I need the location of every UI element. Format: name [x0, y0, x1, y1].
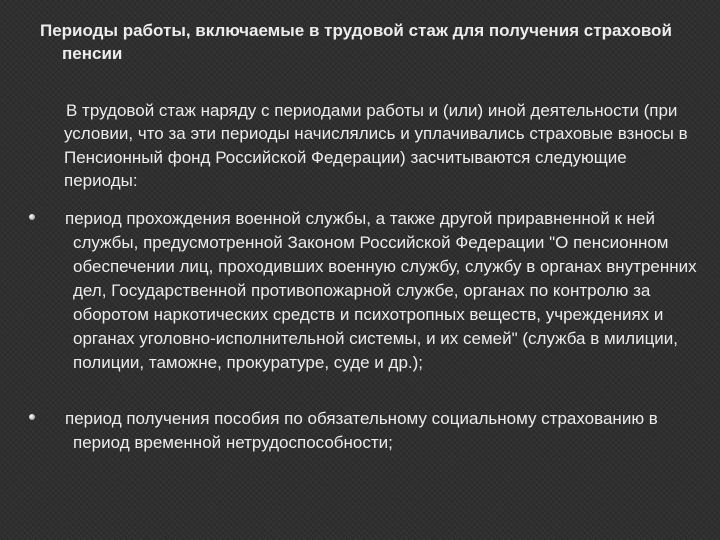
intro-paragraph: В трудовой стаж наряду с периодами работы и (или) иной деятельности (при условии, что за эти периоды начислялись и уплачивались страховые взносы в Пенсионный фонд Российской Федерации) засчитываются следующие периоды: [64, 101, 688, 190]
bullet-dot-icon [29, 414, 35, 420]
bullet-text: период прохождения военной службы, а также другой приравненной к ней службы, предусмотренной Законом Российской Федерации "О пенсионном обеспечении лиц, проходивших военную службу, службу в органах внутренних дел, Государственной противопожарной службе, органах по контролю за оборотом наркотических средств и психотропных веществ, учреждениях и органах уголовно-исполнительной системы, и их семей" (служба в милиции, полиции, таможне, прокуратуре, суде и др.); [65, 209, 697, 372]
bullet-dot-icon [29, 214, 35, 220]
slide-title: Периоды работы, включаемые в трудовой стаж для получения страховой пенсии [40, 21, 672, 63]
bullet-text: период получения пособия по обязательному социальному страхованию в период временной нетрудоспособности; [65, 409, 658, 452]
